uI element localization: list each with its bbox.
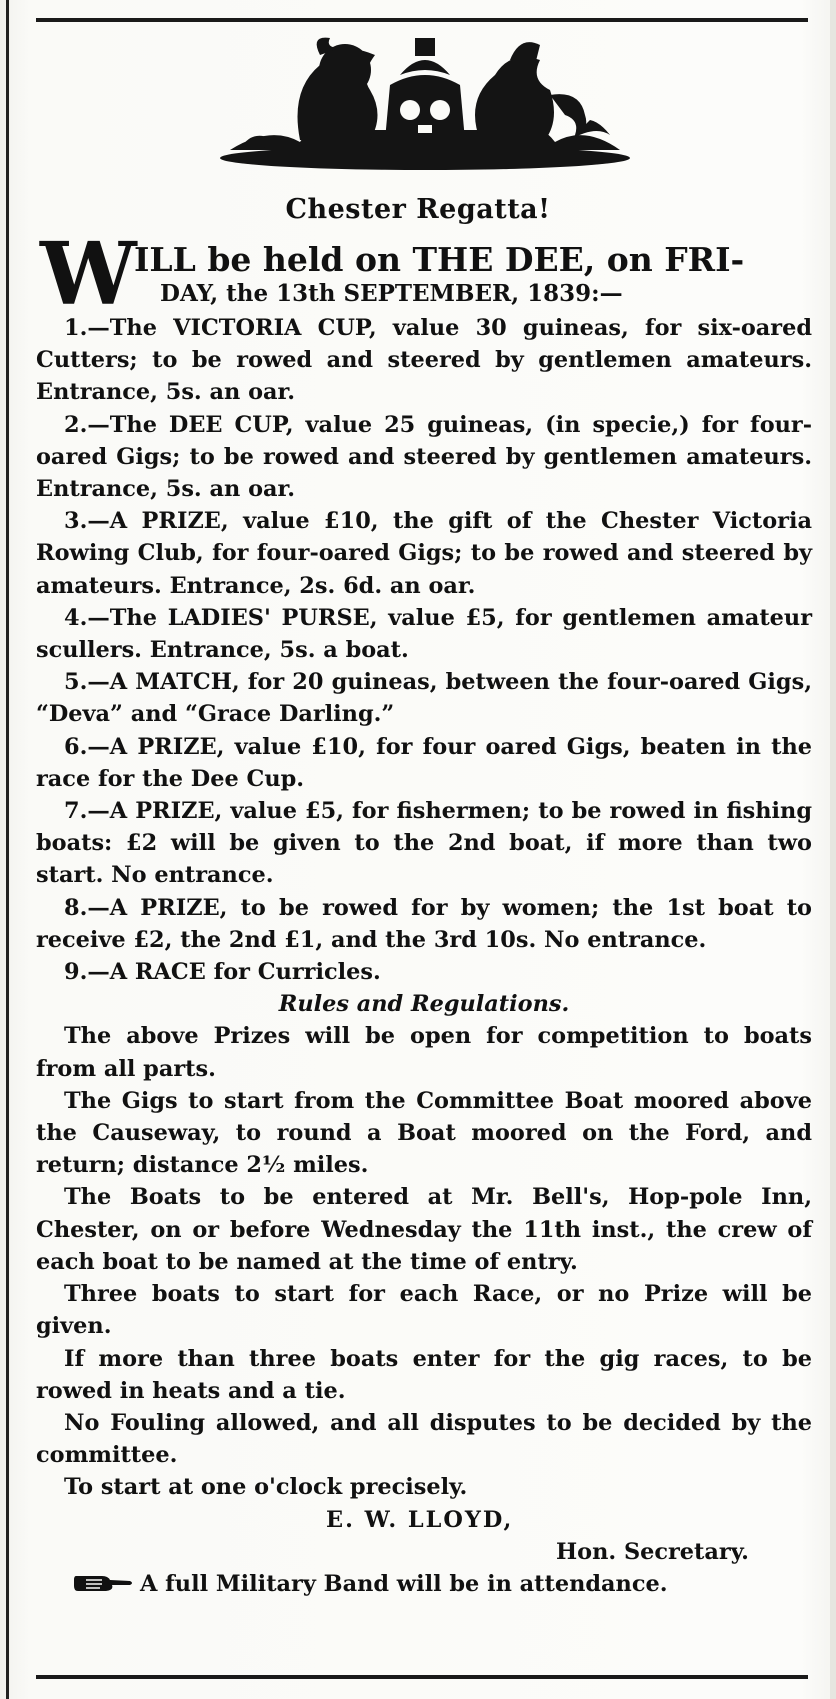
race-item: 9.—A RACE for Curricles. (64, 959, 381, 986)
drop-cap: W (40, 224, 137, 325)
bottom-rule (36, 1675, 808, 1679)
race-item: 3.—A PRIZE, value £10, the gift of the Chester Victoria Rowing Club, for four-oared Gigs; to be rowed and steered by amateurs. Entrance, 2s. 6d. an oar. (36, 508, 812, 599)
signatory-name: E. W. LLOYD, (326, 1506, 514, 1533)
signatory-role: Hon. Secretary. (556, 1538, 749, 1565)
opening-line-2: DAY, the 13th SEPTEMBER, 1839:— (160, 280, 623, 307)
band-note-line (36, 1568, 812, 1600)
rule-item: The Boats to be entered at Mr. Bell's, Hop-pole Inn, Chester, on or before Wednesday the 11th inst., the crew of each boat to be named at the time of entry. (36, 1184, 812, 1275)
rule-item: To start at one o'clock precisely. (64, 1474, 468, 1501)
notice-heading: Chester Regatta! (285, 194, 551, 225)
band-note: A full Military Band will be in attendance. (140, 1570, 668, 1597)
rule-item: If more than three boats enter for the gig races, to be rowed in heats and a tie. (36, 1345, 812, 1404)
royal-crest-emblem (210, 30, 640, 180)
race-item: 7.—A PRIZE, value £5, for fishermen; to be rowed in fishing boats: £2 will be given to the 2nd boat, if more than two start. No entrance. (36, 798, 812, 889)
rule-item: Three boats to start for each Race, or no Prize will be given. (36, 1281, 812, 1340)
pointing-hand-icon (72, 1572, 134, 1594)
rule-item: No Fouling allowed, and all disputes to be decided by the committee. (36, 1409, 812, 1469)
notice-body (36, 312, 812, 1600)
race-item: 1.—The VICTORIA CUP, value 30 guineas, for six-oared Cutters; to be rowed and steered by gentlemen amateurs. Entrance, 5s. an oar. (36, 315, 812, 406)
rule-item: The Gigs to start from the Committee Boat moored above the Causeway, to round a Boat moored on the Ford, and return; distance 2½ miles. (36, 1087, 812, 1179)
column-edge-right (830, 0, 836, 1699)
race-item: 6.—A PRIZE, value £10, for four oared Gigs, beaten in the race for the Dee Cup. (36, 733, 812, 792)
rules-heading: Rules and Regulations. (278, 991, 570, 1018)
race-item: 4.—The LADIES' PURSE, value £5, for gentlemen amateur scullers. Entrance, 5s. a boat. (36, 604, 812, 664)
rule-item: The above Prizes will be open for competition to boats from all parts. (36, 1023, 812, 1082)
race-item: 8.—A PRIZE, to be rowed for by women; the 1st boat to receive £2, the 2nd £1, and the 3rd 10s. No entrance. (36, 894, 812, 953)
top-rule (36, 18, 808, 22)
race-item: 2.—The DEE CUP, value 25 guineas, (in specie,) for four-oared Gigs; to be rowed and steered by gentlemen amateurs. Entrance, 5s. an oar. (36, 411, 812, 503)
opening-line-1: ILL be held on THE DEE, on FRI- (134, 240, 745, 279)
column-edge (6, 0, 9, 1699)
race-item: 5.—A MATCH, for 20 guineas, between the four-oared Gigs, “Deva” and “Grace Darling.” (36, 669, 812, 728)
